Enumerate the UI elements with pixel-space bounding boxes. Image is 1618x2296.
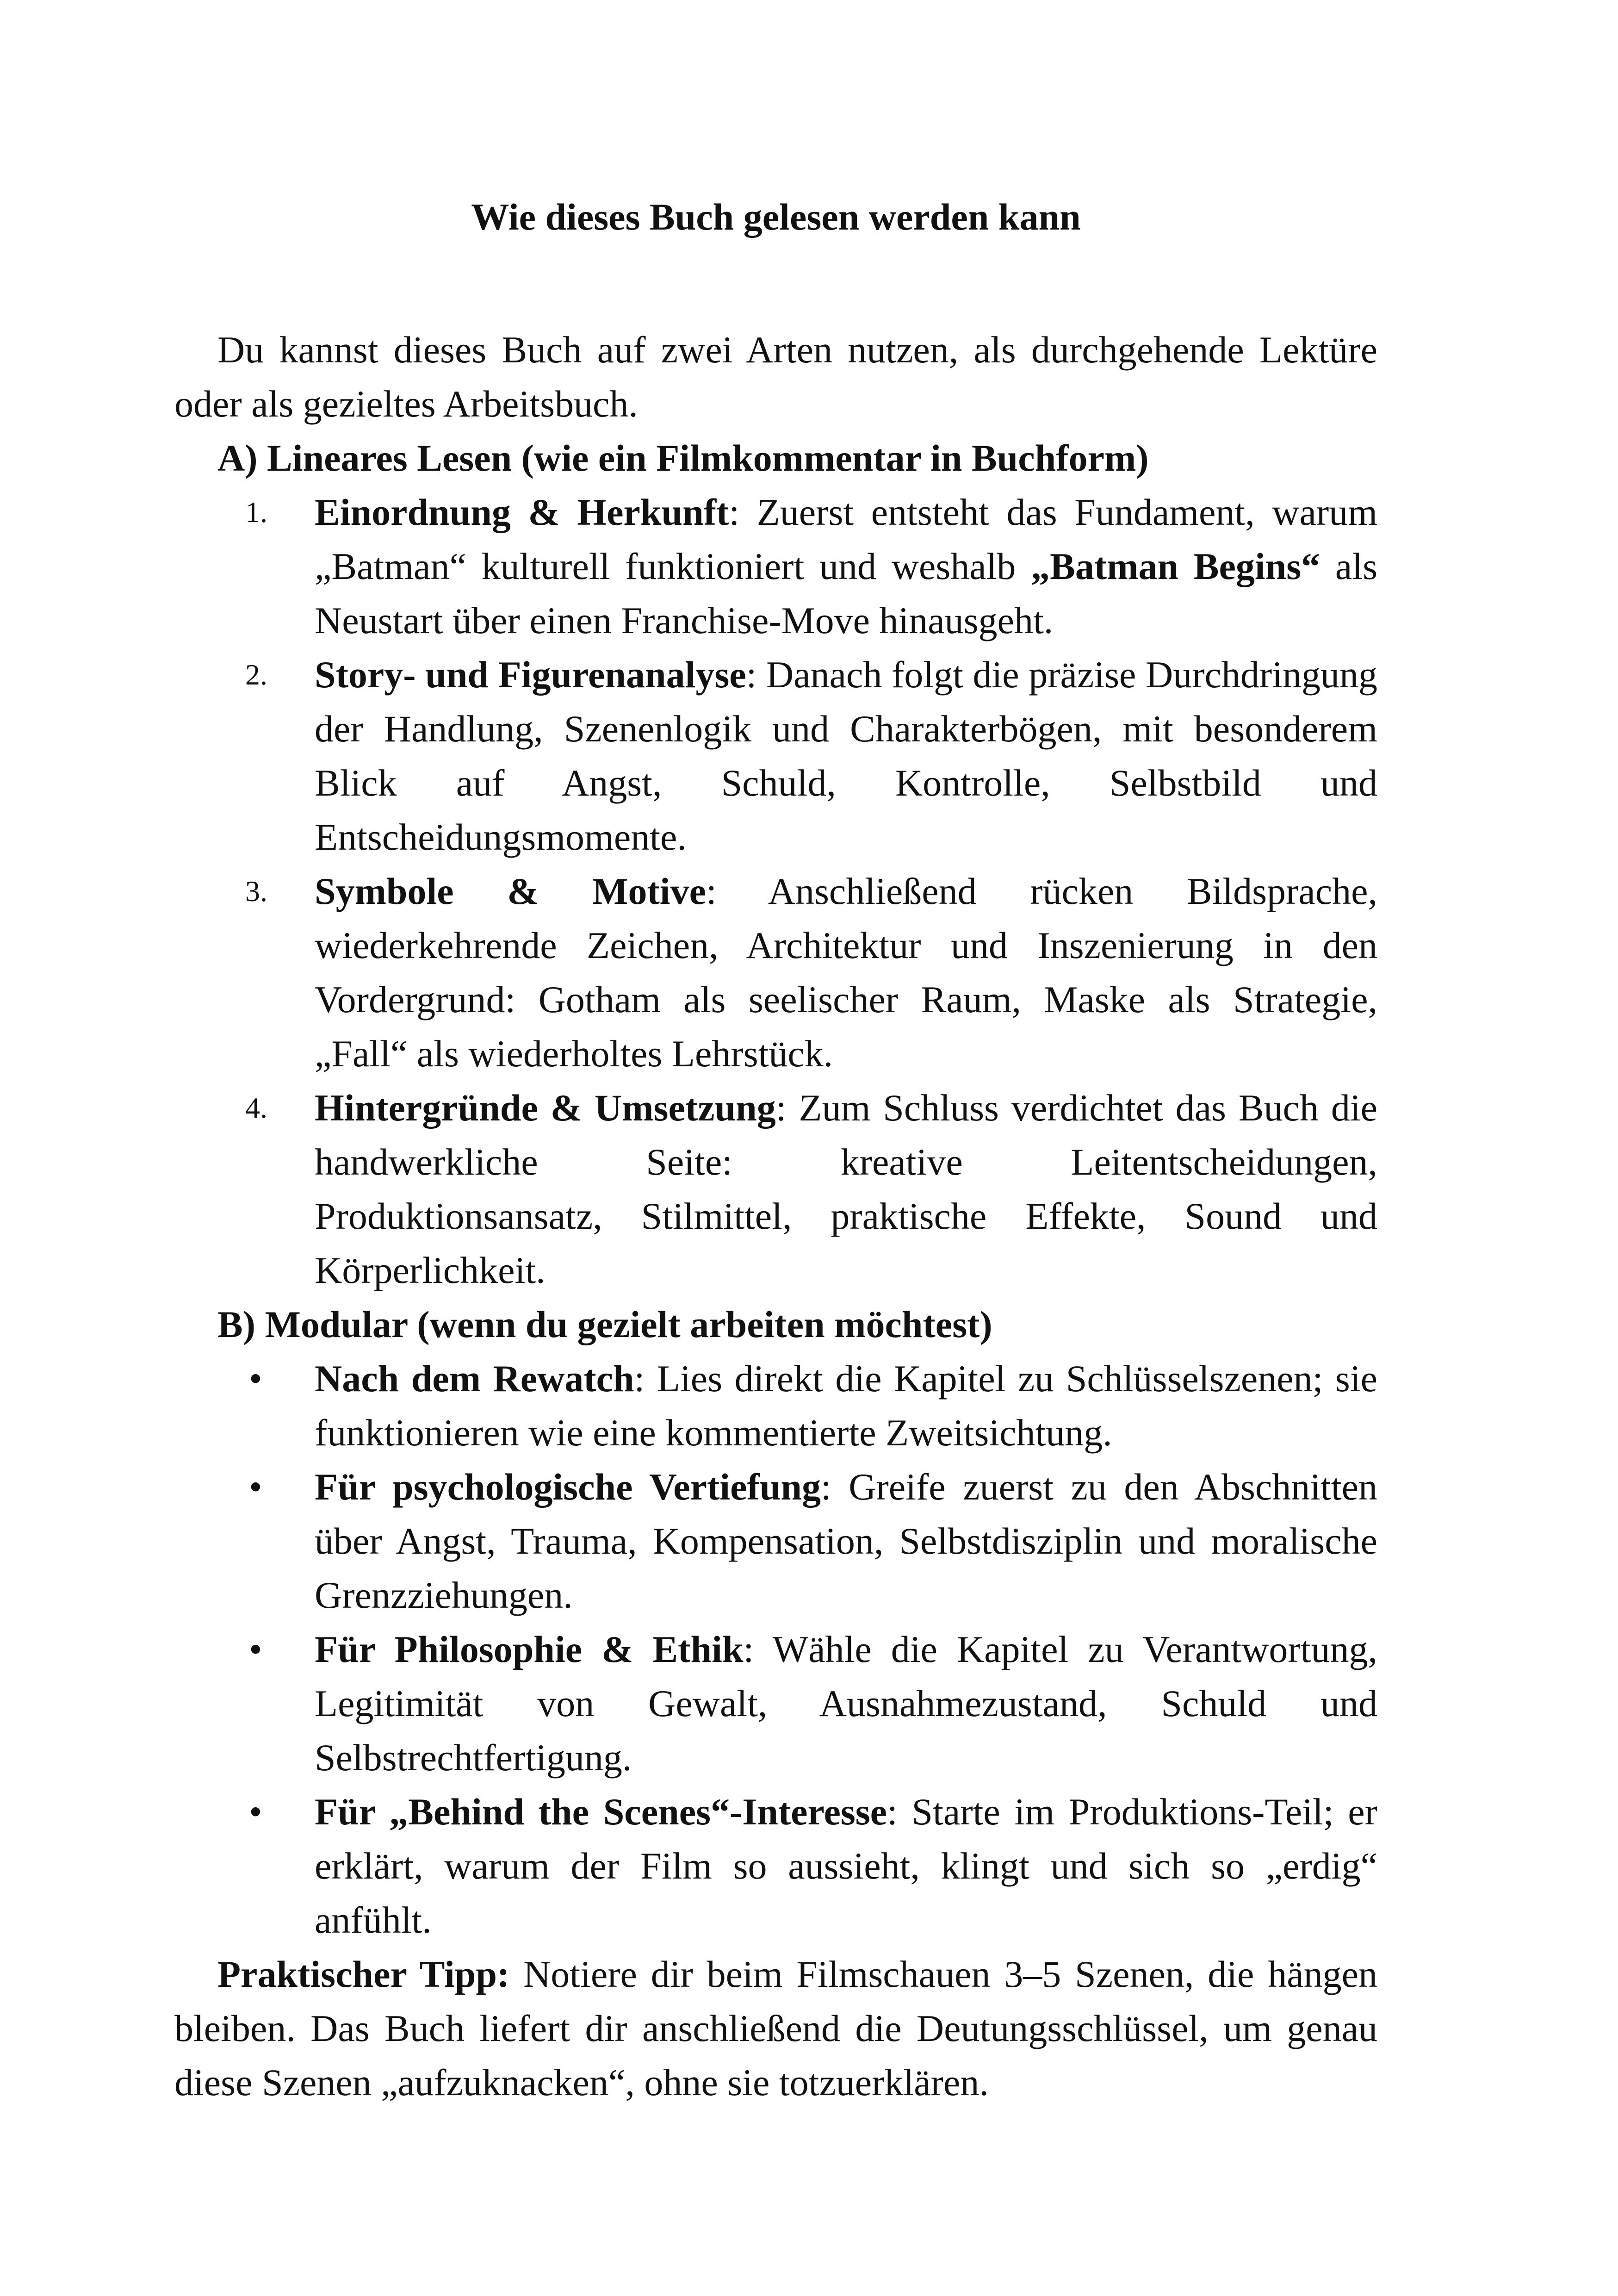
list-item (174, 647, 1377, 864)
list-number: 3. (245, 875, 267, 908)
list-item (174, 1785, 1377, 1947)
bullet-icon: • (249, 1357, 262, 1400)
item-text: : Zum Schluss verdichtet das Buch die handwerkliche Seite: kreative Leitentscheidungen, Produktionsansatz, Stilmittel, praktische Effekte, Sound und Körperlichkeit. (315, 1087, 1378, 1291)
item-text: : Zuerst entsteht das Fundament, warum „Batman“ kulturell funktioniert und weshalb (315, 491, 1377, 587)
section-b-heading: B) Modular (wenn du gezielt arbeiten möchtest) (217, 1303, 992, 1345)
item-title: Für Philosophie & Ethik (315, 1628, 744, 1670)
item-title: Nach dem Rewatch (315, 1357, 634, 1400)
numbered-list (174, 485, 1377, 1297)
practical-tip (174, 1947, 1377, 2109)
tip-label: Praktischer Tipp: (217, 1953, 510, 1995)
list-item (174, 1351, 1377, 1460)
item-text: : Anschließend rücken Bildsprache, wiederkehrende Zeichen, Architektur und Inszenierung in den Vordergrund: Gotham als seelischer Raum, Maske als Strategie, „Fall“ als wiederholtes Lehrstück. (315, 870, 1377, 1075)
item-title: Einordnung & Herkunft (315, 491, 729, 533)
item-title: Für psychologische Vertiefung (315, 1466, 821, 1508)
item-title: Für „Behind the Scenes“-Interesse (315, 1791, 887, 1833)
list-number: 1. (245, 496, 267, 529)
section-a-heading: A) Lineares Lesen (wie ein Filmkommentar in Buchform) (217, 437, 1149, 479)
bullet-list (174, 1351, 1377, 1947)
page-title: Wie dieses Buch gelesen werden kann (471, 196, 1081, 238)
intro-paragraph: Du kannst dieses Buch auf zwei Arten nutzen, als durchgehende Lektüre oder als gezieltes Arbeitsbuch. (174, 329, 1377, 425)
list-number: 2. (245, 658, 267, 691)
list-item (174, 485, 1377, 647)
item-text: als Neustart über einen Franchise-Move hinausgeht. (315, 545, 1377, 641)
list-item (174, 1081, 1377, 1297)
list-item (174, 864, 1377, 1081)
list-number: 4. (245, 1091, 267, 1124)
bullet-icon: • (249, 1466, 262, 1508)
item-text: : Lies direkt die Kapitel zu Schlüsselszenen; sie funktionieren wie eine kommentierte Zweitsichtung. (315, 1357, 1378, 1454)
item-text: : Starte im Produktions-Teil; er erklärt, warum der Film so aussieht, klingt und sich so „erdig“ anfühlt. (315, 1791, 1377, 1941)
item-text: : Wähle die Kapitel zu Verantwortung, Legitimität von Gewalt, Ausnahmezustand, Schuld und Selbstrechtfertigung. (315, 1628, 1377, 1779)
item-text: : Greife zuerst zu den Abschnitten über Angst, Trauma, Kompensation, Selbstdisziplin und moralische Grenzziehungen. (315, 1466, 1377, 1616)
bullet-icon: • (249, 1628, 262, 1670)
item-title: Symbole & Motive (315, 870, 706, 912)
bullet-icon: • (249, 1791, 262, 1833)
tip-text: Notiere dir beim Filmschauen 3–5 Szenen, die hängen bleiben. Das Buch liefert dir anschließend die Deutungsschlüssel, um genau diese Szenen „aufzuknacken“, ohne sie totzuerklären. (174, 1953, 1377, 2103)
film-title-emphasis: „Batman Begins“ (1031, 545, 1320, 587)
item-title: Hintergründe & Umsetzung (315, 1087, 776, 1129)
item-title: Story- und Figurenanalyse (315, 653, 746, 696)
item-text: : Danach folgt die präzise Durchdringung der Handlung, Szenenlogik und Charakterbögen, mit besonderem Blick auf Angst, Schuld, Kontrolle, Selbstbild und Entscheidungsmomente. (315, 653, 1377, 858)
page-content (174, 190, 1377, 2109)
list-item (174, 1622, 1377, 1785)
list-item (174, 1460, 1377, 1622)
